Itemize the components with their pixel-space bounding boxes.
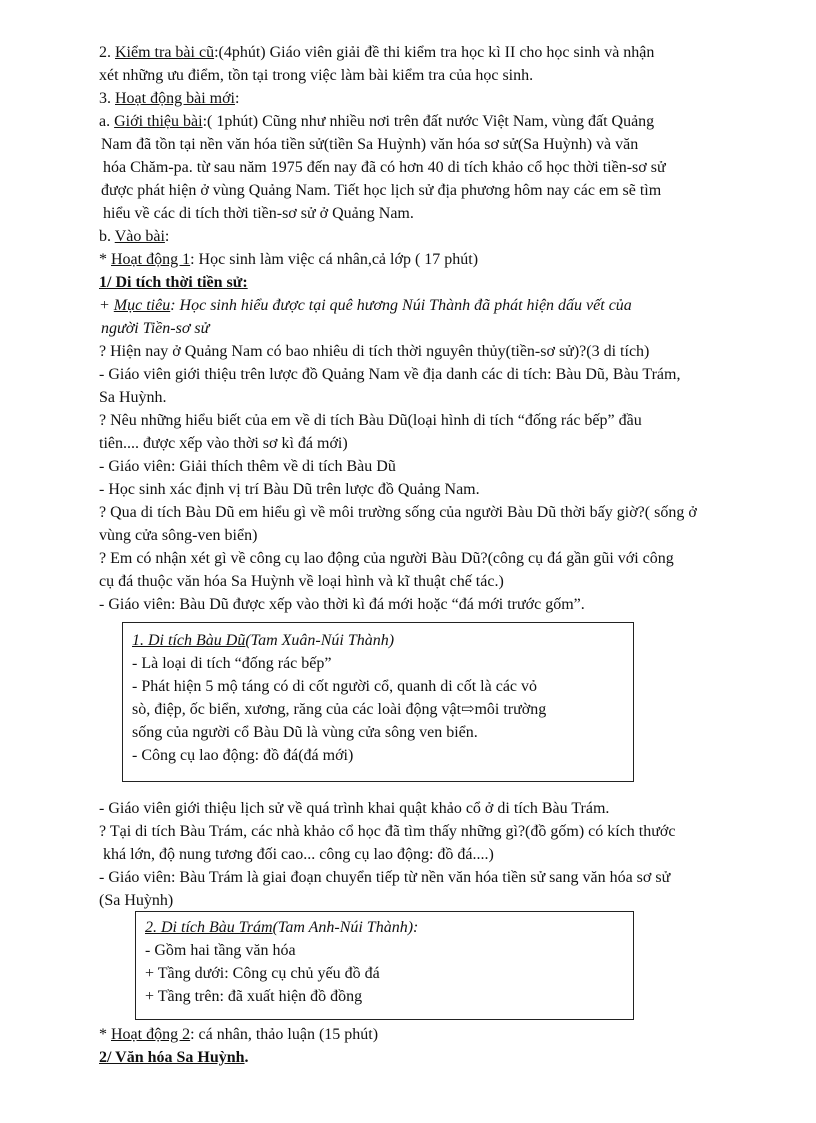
text-line: ? Nêu những hiểu biết của em về di tích Bàu Dũ(loại hình di tích “đống rác bếp” đầu: [99, 412, 642, 429]
heading-hoat-dong-moi: Hoạt động bài mới: [115, 90, 235, 107]
box-line: + Tầng trên: đã xuất hiện đồ đồng: [145, 988, 363, 1005]
box-line: - Công cụ lao động: đồ đá(đá mới): [132, 747, 354, 764]
box-title: 2. Di tích Bàu Trám(Tam Anh-Núi Thành):: [145, 919, 419, 936]
box-line: sống của người cổ Bàu Dũ là vùng cửa sông ven biển.: [132, 724, 478, 741]
box-line: - Gồm hai tầng văn hóa: [145, 942, 296, 959]
text-line: xét những ưu điểm, tồn tại trong việc làm bài kiểm tra của học sinh.: [99, 67, 534, 84]
text-line: hóa Chăm-pa. từ sau năm 1975 đến nay đã có hơn 40 di tích khảo cổ học thời tiền-sơ sử: [103, 159, 666, 176]
text-line: tiên.... được xếp vào thời sơ kì đá mới): [99, 435, 348, 452]
text-line: - Học sinh xác định vị trí Bàu Dũ trên lược đồ Quảng Nam.: [99, 481, 480, 498]
line-vao-bai: b. Vào bài:: [99, 228, 170, 245]
text-line: cụ đá thuộc văn hóa Sa Huỳnh về loại hình và kĩ thuật chế tác.): [99, 573, 504, 590]
text-line: - Giáo viên: Giải thích thêm về di tích Bàu Dũ: [99, 458, 396, 475]
section-title-di-tich-tien-su: 1/ Di tích thời tiền sử:: [99, 274, 248, 291]
line-hoat-dong-2: * Hoạt động 2: cá nhân, thảo luận (15 phút): [99, 1026, 379, 1043]
line-kiem-tra: 2. Kiểm tra bài cũ:(4phút) Giáo viên giải đề thi kiểm tra học kì II cho học sinh và nhận: [99, 44, 655, 61]
info-box-bau-du: [122, 622, 634, 782]
heading-hoat-dong-1: Hoạt động 1: [111, 251, 191, 268]
box-line: - Là loại di tích “đống rác bếp”: [132, 655, 332, 672]
text-line: người Tiền-sơ sử: [101, 320, 210, 337]
arrow-right-icon: ⇨: [461, 701, 475, 718]
text-line: - Giáo viên: Bàu Dũ được xếp vào thời kì đá mới hoặc “đá mới trước gốm”.: [99, 596, 585, 613]
text-line: - Giáo viên giới thiệu lịch sử về quá trình khai quật khảo cổ ở di tích Bàu Trám.: [99, 800, 610, 817]
text-line: khá lớn, độ nung tương đối cao... công cụ lao động: đồ đá....): [103, 846, 494, 863]
text-line: hiểu về các di tích thời tiền-sơ sử ở Quảng Nam.: [103, 205, 414, 222]
text-line: - Giáo viên: Bàu Trám là giai đoạn chuyển tiếp từ nền văn hóa tiền sử sang văn hóa sơ sử: [99, 869, 671, 886]
heading-kiem-tra: Kiểm tra bài cũ: [115, 44, 215, 61]
text-line: ? Hiện nay ở Quảng Nam có bao nhiêu di tích thời nguyên thủy(tiền-sơ sử)?(3 di tích): [99, 343, 650, 360]
text-line: - Giáo viên giới thiệu trên lược đồ Quảng Nam về địa danh các di tích: Bàu Dũ, Bàu Trám,: [99, 366, 681, 383]
heading-vao-bai: Vào bài: [114, 228, 165, 245]
line-gioi-thieu: a. Giới thiệu bài:( 1phút) Cũng như nhiều nơi trên đất nước Việt Nam, vùng đất Quảng: [99, 113, 655, 130]
box-line: + Tầng dưới: Công cụ chủ yếu đồ đá: [145, 965, 380, 982]
text-line: Nam đã tồn tại nền văn hóa tiền sử(tiền Sa Huỳnh) văn hóa sơ sử(Sa Huỳnh) và văn: [101, 136, 639, 153]
text-line: vùng cửa sông-ven biển): [99, 527, 258, 544]
text-line: Sa Huỳnh.: [99, 389, 167, 406]
box-line: sò, điệp, ốc biển, xương, răng của các loài động vật⇨môi trường: [132, 701, 547, 718]
text-line: được phát hiện ở vùng Quảng Nam. Tiết học lịch sử địa phương hôm nay các em sẽ tìm: [101, 182, 662, 199]
text-line: ? Em có nhận xét gì về công cụ lao động của người Bàu Dũ?(công cụ đá gần gũi với công: [99, 550, 674, 567]
text-line: ? Tại di tích Bàu Trám, các nhà khảo cổ học đã tìm thấy những gì?(đồ gốm) có kích thước: [99, 823, 676, 840]
line-hoat-dong-moi: 3. Hoạt động bài mới:: [99, 90, 240, 107]
box-line: - Phát hiện 5 mộ táng có di cốt người cổ, quanh di cốt là các vỏ: [132, 678, 538, 695]
heading-muc-tieu: Mục tiêu: [113, 297, 171, 314]
line-hoat-dong-1: * Hoạt động 1: Học sinh làm việc cá nhân,cả lớp ( 17 phút): [99, 251, 479, 268]
info-box-bau-tram: [135, 911, 634, 1020]
text-line: ? Qua di tích Bàu Dũ em hiểu gì về môi trường sống của người Bàu Dũ thời bấy giờ?( sống ở: [99, 504, 697, 521]
line-muc-tieu: + Mục tiêu: Học sinh hiểu được tại quê hương Núi Thành đã phát hiện dấu vết của: [99, 297, 632, 314]
heading-hoat-dong-2: Hoạt động 2: [111, 1026, 191, 1043]
section-title-sa-huynh: 2/ Văn hóa Sa Huỳnh.: [99, 1049, 249, 1066]
text-line: (Sa Huỳnh): [99, 892, 174, 909]
heading-gioi-thieu: Giới thiệu bài: [114, 113, 203, 130]
box-title: 1. Di tích Bàu Dũ(Tam Xuân-Núi Thành): [132, 632, 395, 649]
